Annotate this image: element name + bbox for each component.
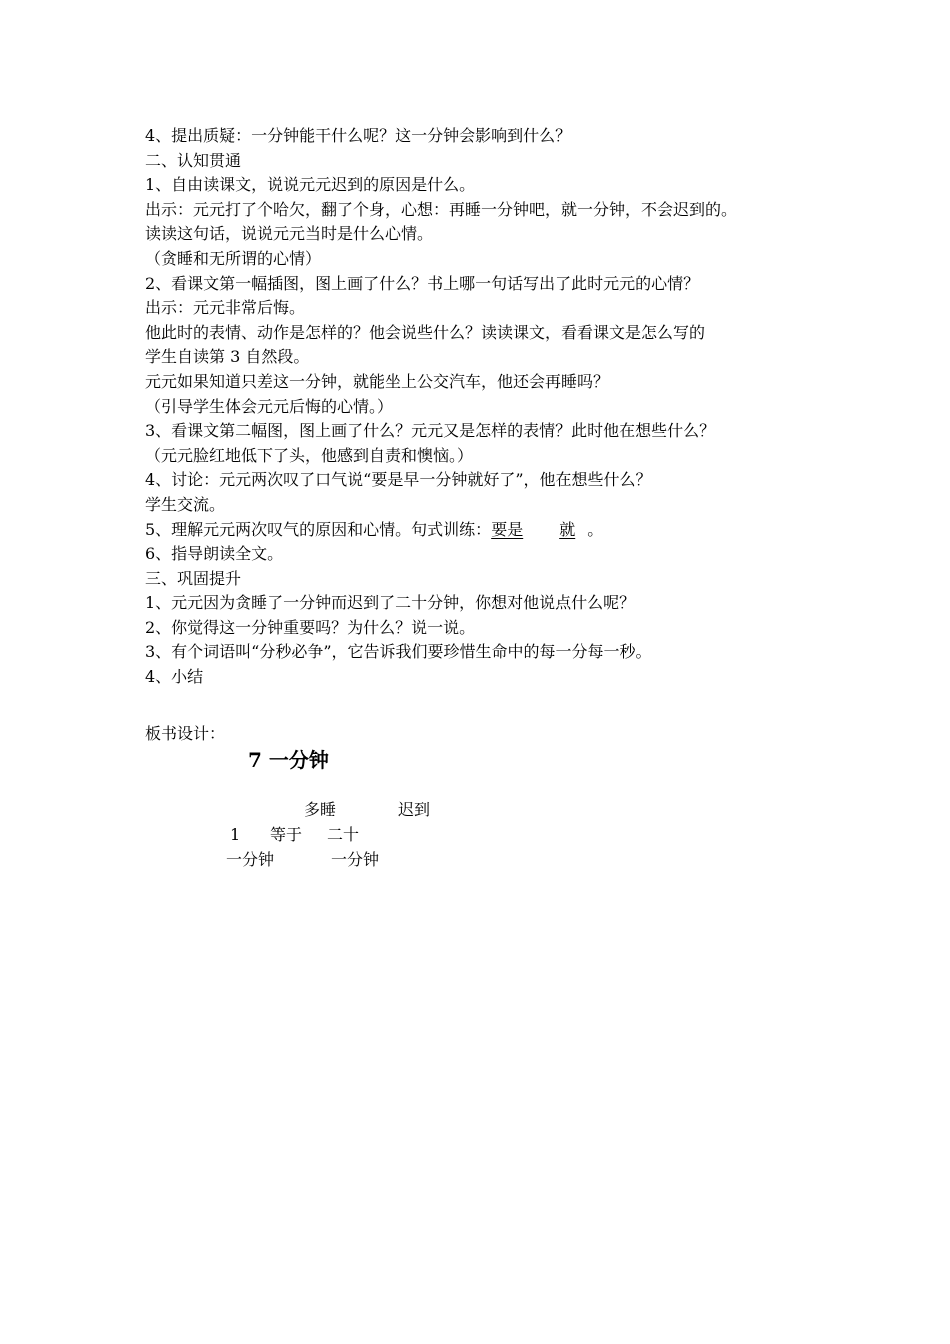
sentence-pattern-word-2: 就 [559, 519, 576, 539]
text-line: 读读这句话，说说元元当时是什么心情。 [145, 224, 434, 244]
text-line: 他此时的表情、动作是怎样的？他会说些什么？读读课文，看看课文是怎么写的 [145, 322, 706, 342]
sentence-pattern-prefix: 5、理解元元两次叹气的原因和心情。句式训练： [145, 519, 492, 539]
text-line: 6、指导朗读全文。 [145, 544, 284, 564]
text-line: 4、讨论：元元两次叹了口气说“要是早一分钟就好了”，他在想些什么？ [145, 470, 652, 490]
text-line: 3、有个词语叫“分秒必争”，它告诉我们要珍惜生命中的每一分每一秒。 [145, 642, 652, 662]
text-line: （元元脸红地低下了头，他感到自责和懊恼。） [145, 445, 474, 465]
section-heading: 三、巩固提升 [145, 568, 242, 588]
text-line: 4、小结 [145, 667, 204, 687]
text-line: 2、你觉得这一分钟重要吗？为什么？说一说。 [145, 617, 476, 637]
text-line: 学生交流。 [145, 494, 226, 514]
text-line: 2、看课文第一幅插图，图上画了什么？书上哪一句话写出了此时元元的心情？ [145, 273, 700, 293]
text-line: 3、看课文第二幅图，图上画了什么？元元又是怎样的表情？此时他在想些什么？ [145, 421, 716, 441]
sentence-pattern-line [145, 518, 845, 543]
board-oversleep: 多睡 [304, 800, 337, 819]
board-one: 1 [230, 825, 241, 844]
text-line: 学生自读第 3 自然段。 [145, 347, 310, 367]
text-line: 出示：元元非常后悔。 [145, 298, 306, 318]
text-line: 出示：元元打了个哈欠，翻了个身，心想：再睡一分钟吧，就一分钟，不会迟到的。 [145, 199, 738, 219]
text-line: 1、自由读课文，说说元元迟到的原因是什么。 [145, 175, 476, 195]
board-title: 7 一分钟 [248, 748, 329, 772]
text-line: （贪睡和无所谓的心情） [145, 248, 322, 268]
text-line: 1、元元因为贪睡了一分钟而迟到了二十分钟，你想对他说点什么呢？ [145, 593, 636, 613]
board-minute-left: 一分钟 [226, 850, 275, 869]
board-late: 迟到 [398, 800, 431, 819]
sentence-pattern-blank [491, 520, 587, 539]
sentence-pattern-word-1: 要是 [491, 519, 524, 539]
board-equals: 等于 [270, 825, 303, 844]
section-heading: 二、认知贯通 [145, 150, 242, 170]
sentence-pattern-suffix: 。 [587, 519, 604, 539]
lesson-plan-body [145, 124, 845, 690]
text-line: 元元如果知道只差这一分钟，就能坐上公交汽车，他还会再睡吗？ [145, 371, 610, 391]
text-line: （引导学生体会元元后悔的心情。） [145, 396, 394, 416]
board-design-label: 板书设计： [145, 724, 226, 743]
board-minute-right: 一分钟 [331, 850, 380, 869]
text-line: 4、提出质疑：一分钟能干什么呢？这一分钟会影响到什么？ [145, 126, 572, 145]
board-twenty: 二十 [327, 825, 360, 844]
